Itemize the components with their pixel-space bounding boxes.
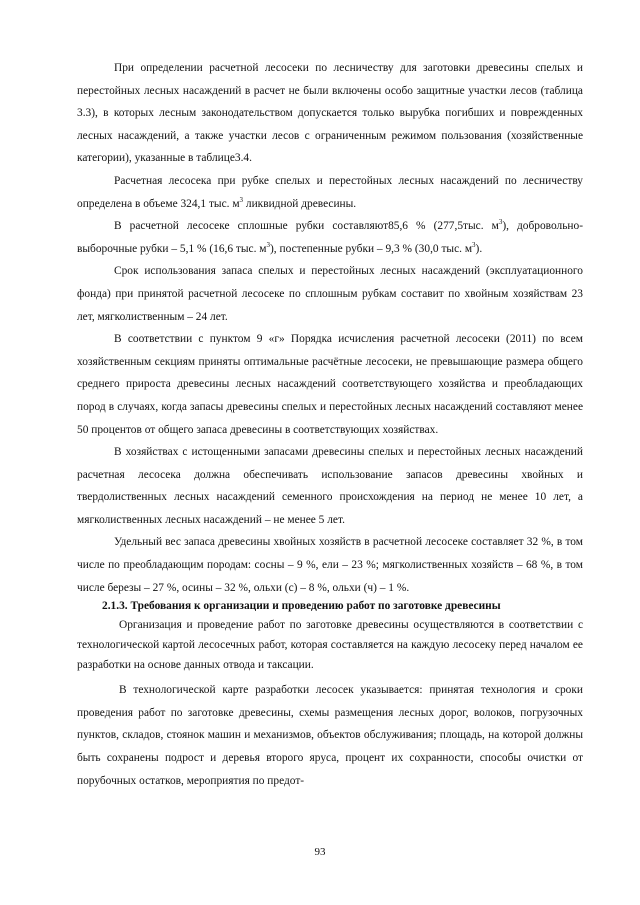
paragraph-6: В хозяйствах с истощенными запасами древесины спелых и перестойных лесных насаждений расчетная лесосека должна обеспечивать использование запасов древесины хвойных и твердолиственных лесных насаждений семенного происхождения на период не менее 10 лет, а мягколиственных лесных насаждений – не менее 5 лет. bbox=[77, 446, 583, 526]
paragraph-2: Расчетная лесосека при рубке спелых и перестойных лесных насаждений по лесничеству определена в объеме 324,1 тыс. $м^3$ ликвидной древесины. bbox=[77, 174, 583, 210]
paragraph-3: В расчетной лесосеке сплошные рубки составляют85,6 % (277,5тыс. $м^3$), добровольно-выборочные рубки – 5,1 % (16,6 тыс. $м^3$), постепенные рубки – 9,3 % (30,0 тыс. $м^3$). bbox=[77, 218, 583, 255]
superscript-3: 3 bbox=[239, 195, 244, 204]
page-body bbox=[77, 57, 583, 792]
superscript-3: 3 bbox=[266, 240, 270, 249]
paragraph-4: Срок использования запаса спелых и перестойных лесных насаждений (эксплуатационного фонда) при принятой расчетной лесосеке по сплошным рубкам составит по хвойным хозяйствам 23 лет, мягколиственным – 24 лет. bbox=[77, 265, 583, 323]
page-number: 93 bbox=[314, 846, 326, 858]
paragraph-1: При определении расчетной лесосеки по лесничеству для заготовки древесины спелых и перестойных лесных насаждений в расчет не были включены особо защитные участки лесов (таблица 3.3), в которых лесным законодательством допускается только вырубка погибших и поврежденных лесных насаждений, а также участки лесов с ограниченным режимом пользования (хозяйственные категории), указанные в таблице3.4. bbox=[77, 62, 583, 165]
paragraph-5: В соответствии с пунктом 9 «г» Порядка исчисления расчетной лесосеки (2011) по всем хозяйственным секциям приняты оптимальные расчётные лесосеки, не превышающие размера общего среднего прироста древесины лесных насаждений соответствующего хозяйства и преобладающих пород в случаях, когда запасы древесины спелых и перестойных лесных насаждений составляют менее 50 процентов от общего запаса древесины в соответствующих хозяйствах. bbox=[77, 333, 583, 436]
superscript-3: 3 bbox=[498, 218, 503, 227]
section-heading: 2.1.3. Требования к организации и проведению работ по заготовке древесины bbox=[102, 600, 501, 613]
paragraph-9: В технологической карте разработки лесосек указывается: принятая технология и сроки проведения работ по заготовке древесины, схемы размещения лесных дорог, волоков, погрузочных пунктов, складов, стоянок машин и механизмов, объектов обслуживания; площадь, на которой должны быть сохранены подрост и деревья второго яруса, процент их сохранности, способы очистки от порубочных остатков, мероприятия по предот- bbox=[77, 684, 583, 787]
superscript-3: 3 bbox=[472, 240, 476, 249]
paragraph-7: Удельный вес запаса древесины хвойных хозяйств в расчетной лесосеке составляет 32 %, в том числе по преобладающим породам: сосны – 9 %, ели – 23 %; мягколиственных хозяйств – 68 %, в том числе березы – 27 %, осины – 32 %, ольхи (с) – 8 %, ольхи (ч) – 1 %. bbox=[77, 536, 583, 594]
paragraph-8: Организация и проведение работ по заготовке древесины осуществляются в соответствии с технологической картой лесосечных работ, которая составляется на каждую лесосеку перед началом ее разработки на основе данных отвода и таксации. bbox=[77, 619, 583, 672]
